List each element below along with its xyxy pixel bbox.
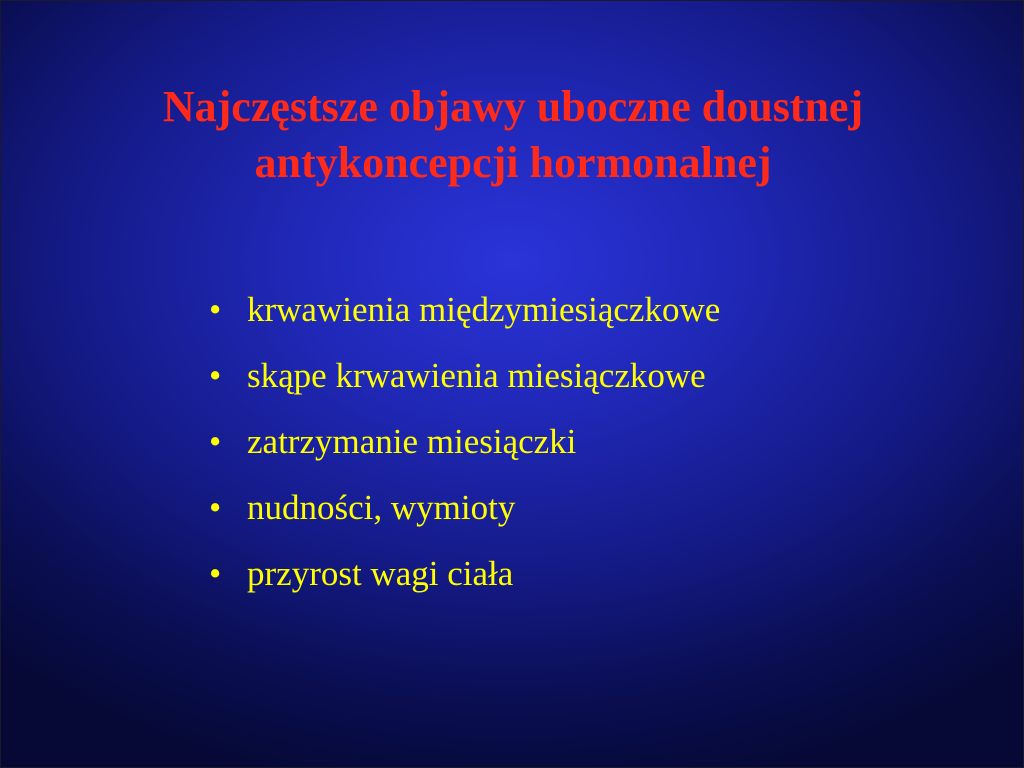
bullet-text: zatrzymanie miesiączki [247,422,577,461]
list-item [209,351,720,417]
bullet-icon: • [209,554,222,593]
bullet-icon: • [209,422,222,461]
bullet-text: nudności, wymioty [247,488,516,527]
bullet-text: przyrost wagi ciała [247,554,514,593]
list-item [209,285,720,351]
bullet-icon: • [209,290,222,329]
bullet-text: krwawienia międzymiesiączkowe [247,290,721,329]
bullet-list [209,285,720,615]
bullet-icon: • [209,488,222,527]
bullet-text: skąpe krwawienia miesiączkowe [247,356,706,395]
list-item [209,549,720,615]
list-item [209,417,720,483]
bullet-icon: • [209,356,222,395]
slide-title: Najczęstsze objawy uboczne doustnej antykoncepcji hormonalnej [162,82,864,187]
list-item [209,483,720,549]
